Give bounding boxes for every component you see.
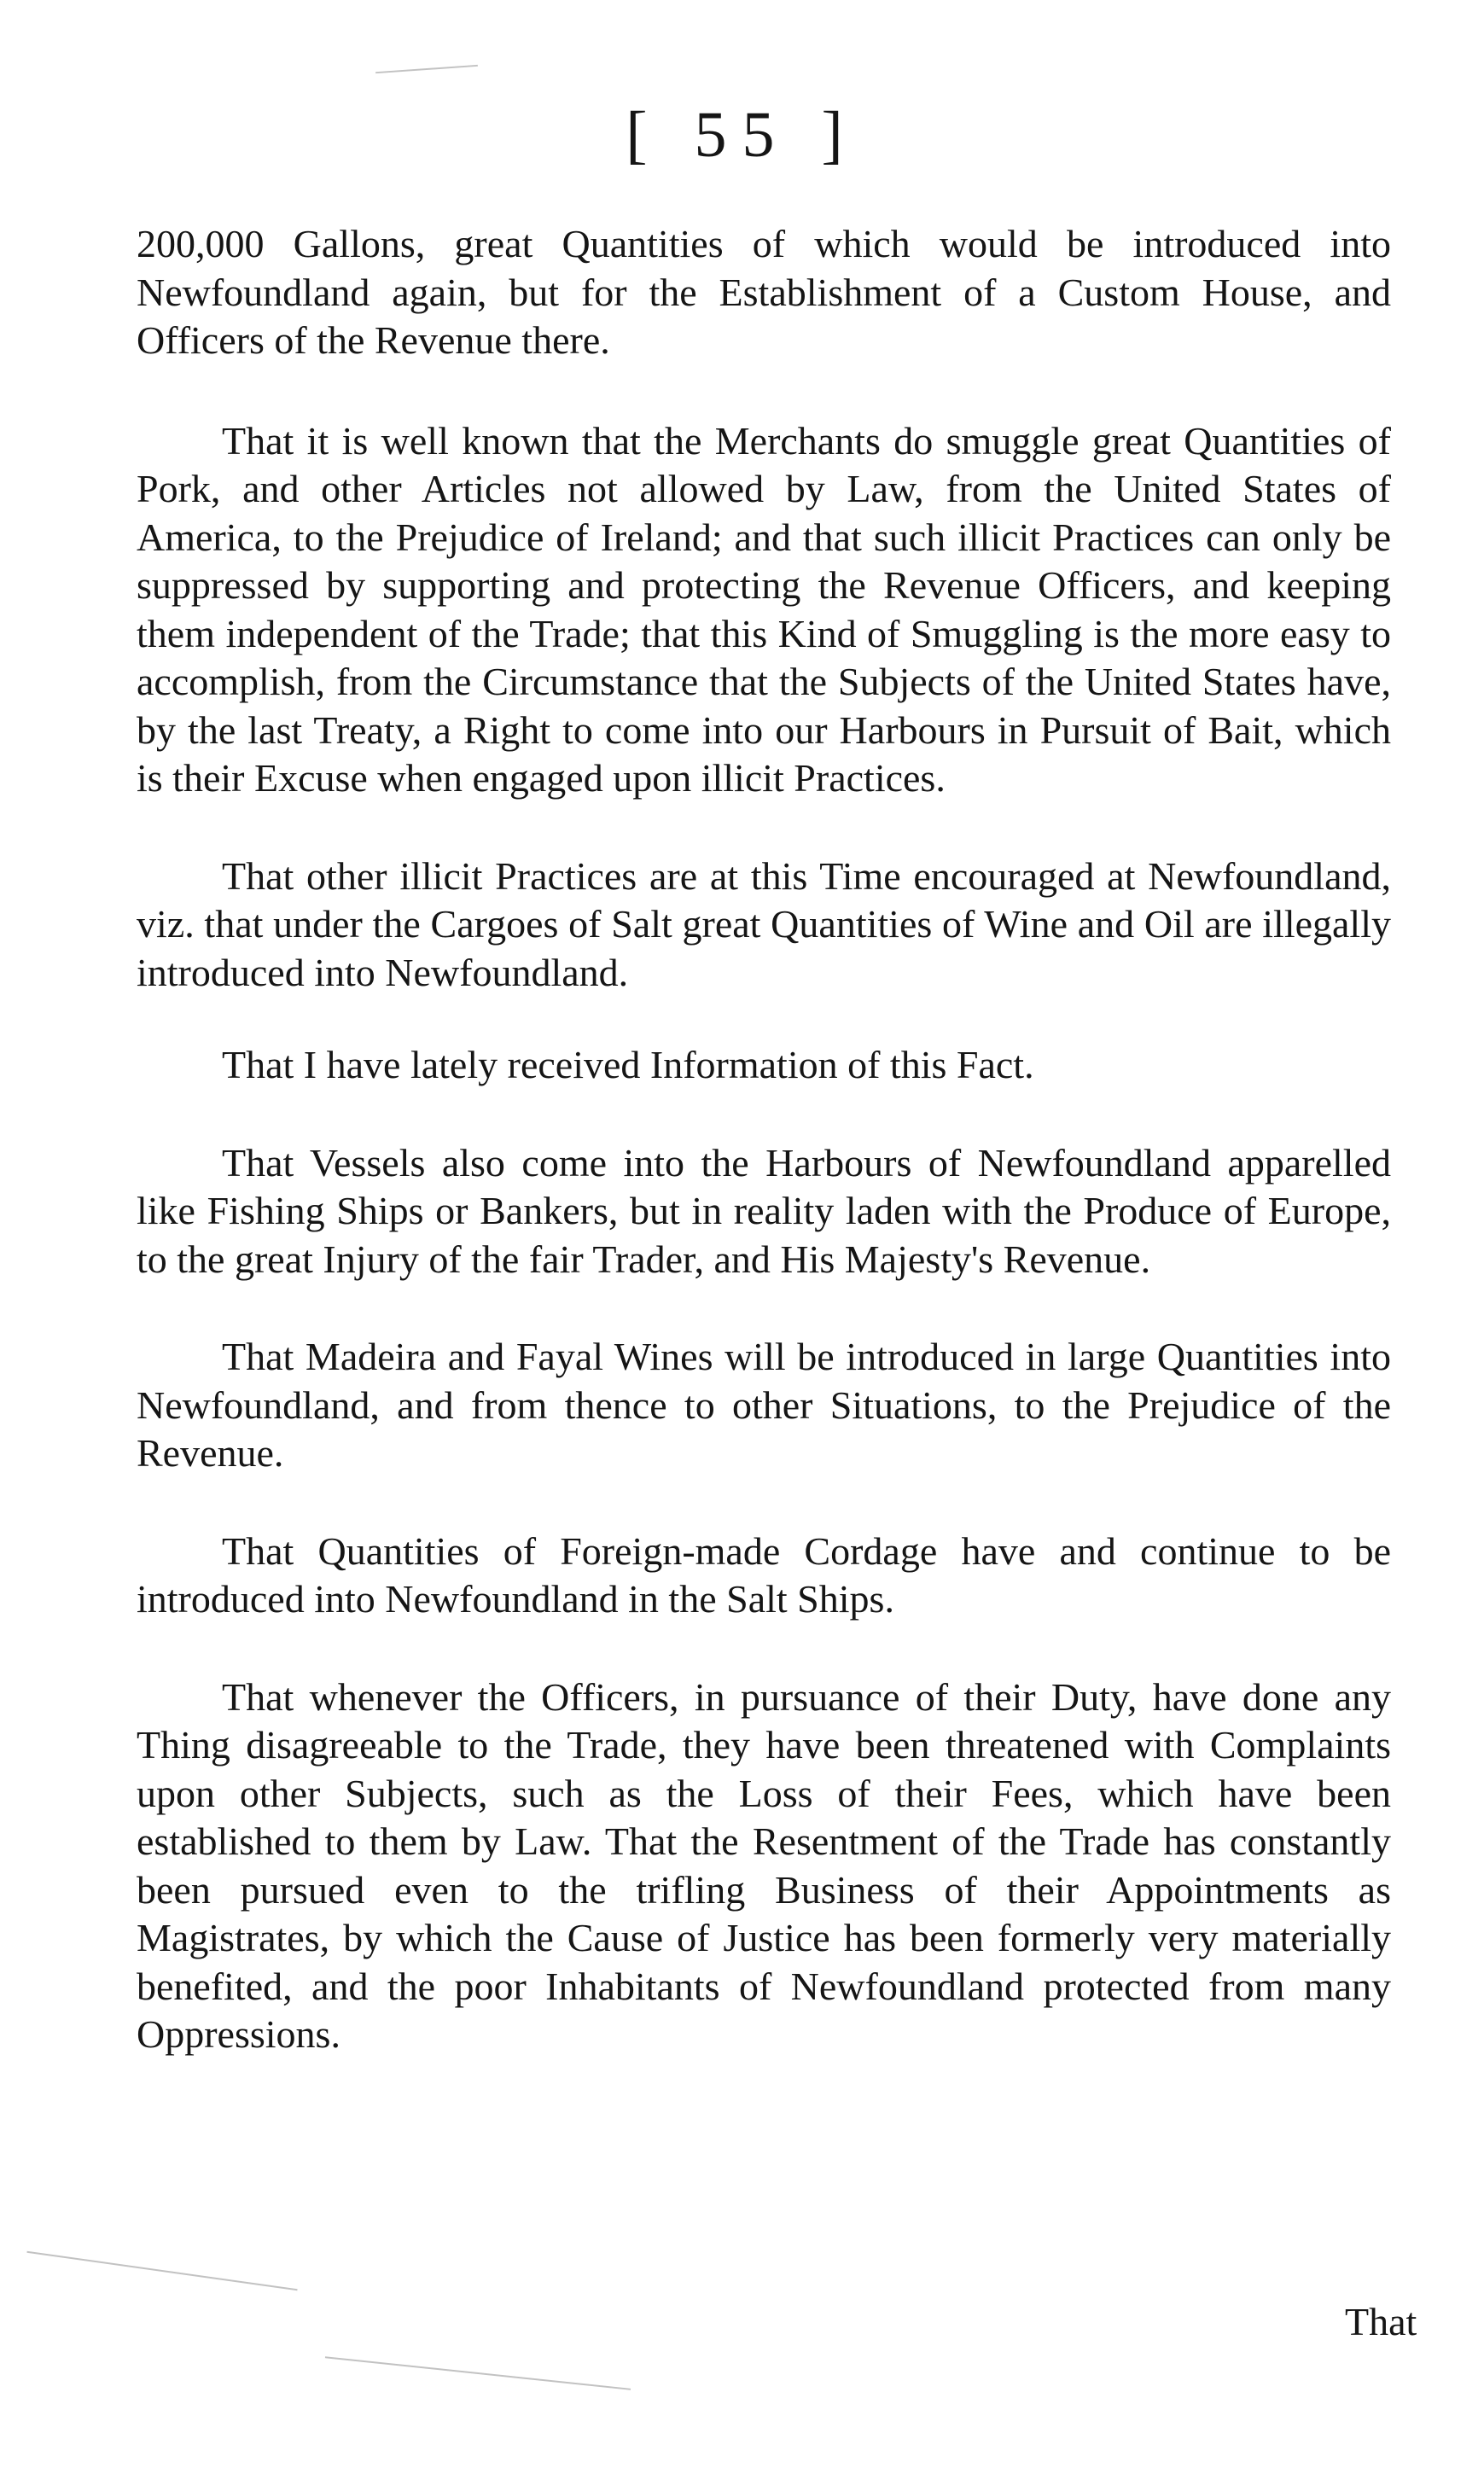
scan-artifact-mark (375, 65, 478, 73)
paragraph: That Quantities of Foreign-made Cordage have and continue to be introduced into Newfoundland in the Salt Ships. (137, 1528, 1391, 1621)
page-number: [ 55 ] (626, 99, 858, 171)
scan-artifact-mark (325, 2356, 631, 2390)
body-text (137, 220, 1391, 2059)
paragraph: That whenever the Officers, in pursuance of their Duty, have done any Thing disagreeable to the Trade, they have been threatened with Complaints upon other Subjects, such as the Loss of their Fees, which have been established to them by Law. That the Resentment of the Trade has constantly been pursued even to the trifling Business of their Appointments as Magistrates, by which the Cause of Justice has been formerly very materially benefited, and the poor Inhabitants of Newfoundland protected from many Oppressions. (137, 1674, 1391, 2056)
catchword: That (1345, 2300, 1417, 2343)
paragraph: 200,000 Gallons, great Quantities of which would be introduced into Newfoundland again, but for the Establishment of a Custom House, and Officers of the Revenue there. (137, 222, 1391, 362)
paragraph: That it is well known that the Merchants do smuggle great Quantities of Pork, and other Articles not allowed by Law, from the United States of America, to the Prejudice of Ireland; and that such illicit Practices can only be suppressed by supporting and protecting the Revenue Officers, and keeping them independent of the Trade; that this Kind of Smuggling is the more easy to accomplish, from the Circumstance that the Subjects of the United States have, by the last Treaty, a Right to come into our Harbours in Pursuit of Bait, which is their Excuse when engaged upon illicit Practices. (137, 418, 1391, 800)
paragraph: That Vessels also come into the Harbours of Newfoundland apparelled like Fishing Ships or Bankers, but in reality laden with the Produce of Europe, to the great Injury of the fair Trader, and His Majesty's Revenue. (137, 1140, 1391, 1281)
paragraph: That Madeira and Fayal Wines will be introduced in large Quantities into Newfoundland, and from thence to other Situations, to the Prejudice of the Revenue. (137, 1335, 1391, 1475)
scan-artifact-mark (26, 2251, 297, 2291)
paragraph: That I have lately received Information of this Fact. (222, 1043, 1034, 1086)
paragraph: That other illicit Practices are at this Time encouraged at Newfoundland, viz. that under the Cargoes of Salt great Quantities of Wine and Oil are illegally introduced into Newfoundland. (137, 853, 1391, 994)
